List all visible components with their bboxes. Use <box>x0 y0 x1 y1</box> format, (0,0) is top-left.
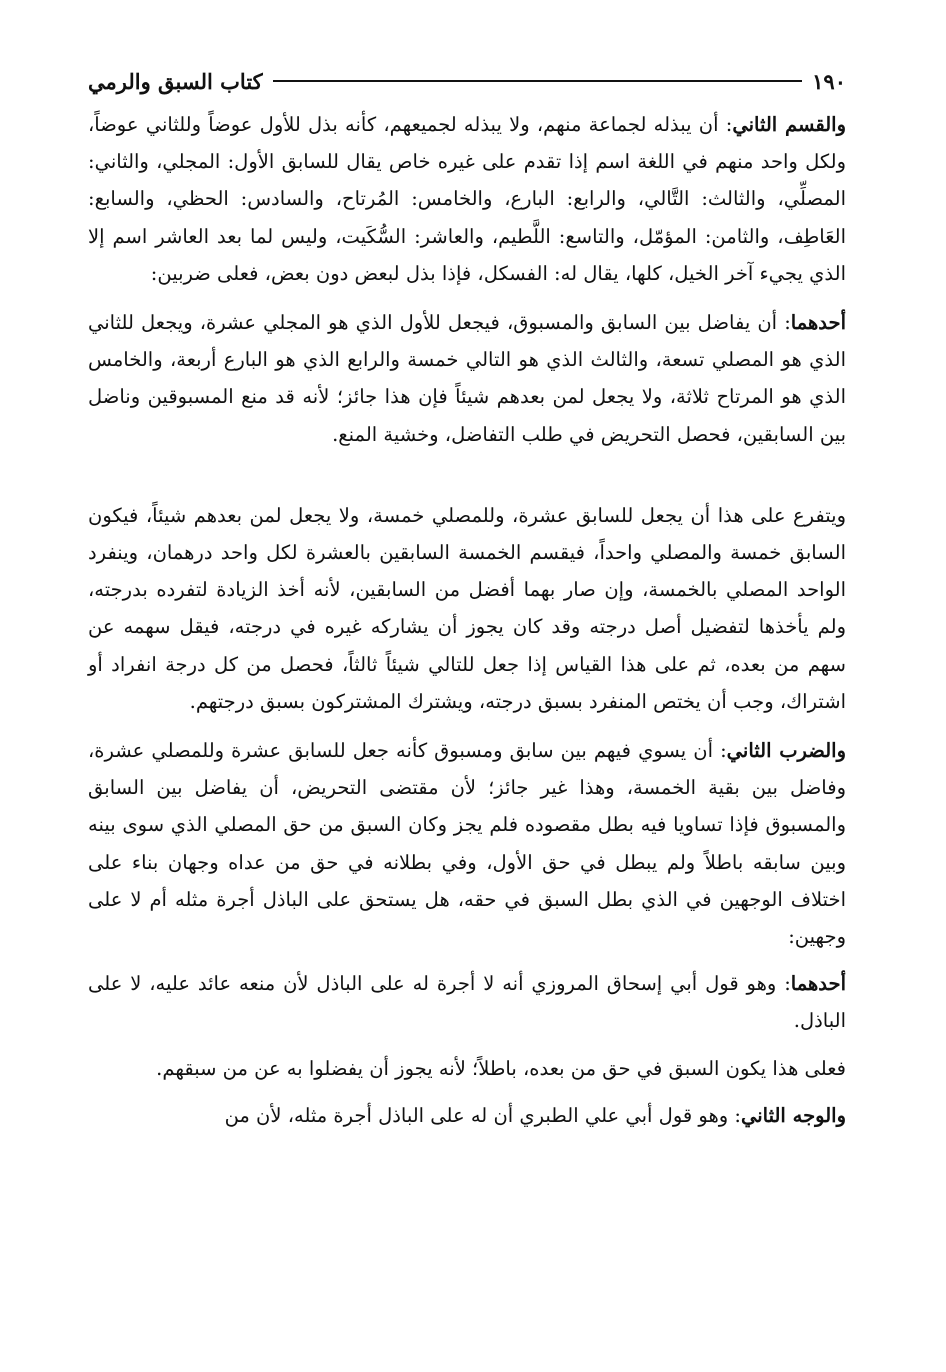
paragraph-text: : أن يفاضل بين السابق والمسبوق، فيجعل للأول الذي هو المجلي عشرة، ويجعل للثاني الذي هو المصلي تسعة، والثالث الذي هو التالي خمسة والرابع الذي هو البارع أربعة، والخامس الذي هو المرتاح ثلاثة، ولا يجعل لمن بعدهم شيئاً فإن هذا جائز؛ لأنه قد منع المسبوقين وناضل بين السابقين، فحصل التحريض في طلب التفاضل، وخشية المنع. <box>88 311 846 446</box>
paragraph-lead: والوجه الثاني <box>740 1103 846 1127</box>
paragraph-text: : أن يبذله لجماعة منهم، ولا يبذله لجميعهم، كأنه بذل للأول عوضاً وللثاني عوضاً، ولكل واحد منهم في اللغة اسم إذا تقدم على غيره خاص يقال للسابق الأول: المجلي، والثاني: المصلِّي، والثالث: التَّالي، والرابع: البارع، والخامس: المُرتاح، والسادس: الحظي، والسابع: العَاطِف، والثامن: المؤمّل، والتاسع: اللَّطيم، والعاشر: السُّكَيت، وليس لما بعد العاشر اسم إلا الذي يجيء آخر الخيل، كلها، يقال له: الفسكل، فإذا بذل لبعض دون بعض، فعلى ضربين: <box>88 113 846 285</box>
paragraph-text: : أن يسوي فيهم بين سابق ومسبوق كأنه جعل للسابق عشرة وللمصلي عشرة، وفاضل بين بقية الخمسة، وهذا غير جائز؛ لأن مقتضى التحريض، أن يفاضل بين السابق والمسبوق فإذا تساويا فيه بطل مقصوده فلم يجز وكان السبق من حق المصلي الذي سوى بينه وبين سابقه باطلاً ولم يبطل في حق الأول، وفي بطلانه في حق من عداه وجهان بناء على اختلاف الوجهين في الذي بطل السبق في حقه، هل يستحق على الباذل أجرة مثله أم لا على وجهين: <box>88 739 846 949</box>
header-rule <box>273 80 803 82</box>
paragraph-lead: والضرب الثاني <box>726 739 846 763</box>
paragraph-lead: والقسم الثاني <box>732 113 847 136</box>
paragraph <box>88 1097 846 1134</box>
paragraph <box>88 497 846 720</box>
paragraph <box>88 965 846 1039</box>
running-title: كتاب السبق والرمي <box>88 68 263 94</box>
paragraph <box>88 1050 846 1087</box>
page-header <box>88 62 846 100</box>
paragraph-text: : وهو قول أبي علي الطبري أن له على الباذل أجرة مثله، لأن من <box>224 1103 741 1127</box>
paragraph <box>88 106 846 292</box>
paragraph-lead: أحدهما <box>790 311 846 335</box>
paragraph <box>88 732 846 955</box>
paragraph-text: : وهو قول أبي إسحاق المروزي أنه لا أجرة له على الباذل لأن منعه عائد عليه، لا على الباذل. <box>88 972 846 1033</box>
paragraph-text: ويتفرع على هذا أن يجعل للسابق عشرة، وللمصلي خمسة، ولا يجعل لمن بعدهم شيئاً، فيكون السابق خمسة والمصلي واحداً، فيقسم الخمسة السابقين بالعشرة لكل واحد درهمان، وينفرد الواحد المصلي بالخمسة، وإن صار بهما أفضل من السابقين، لأنه أخذ الزيادة لتفرده بدرجته، ولم يأخذها لتفضيل أصل درجته وقد كان يجوز أن يشاركه غيره في درجته، فيقل سهمه عن سهم من بعده، ثم على هذا القياس إذا جعل للتالي شيئاً ثالثاً، فحصل من كل درجة انفراد أو اشتراك، وجب أن يختص المنفرد بسبق درجته، ويشترك المشتركون بسبق درجتهم. <box>88 503 846 713</box>
paragraph-lead: أحدهما <box>790 972 846 996</box>
book-page <box>88 62 846 1134</box>
page-number: ١٩٠ <box>812 68 846 94</box>
paragraph <box>88 304 846 453</box>
paragraph-text: فعلى هذا يكون السبق في حق من بعده، باطلاً؛ لأنه يجوز أن يفضلوا به عن من سبقهم. <box>156 1056 846 1080</box>
